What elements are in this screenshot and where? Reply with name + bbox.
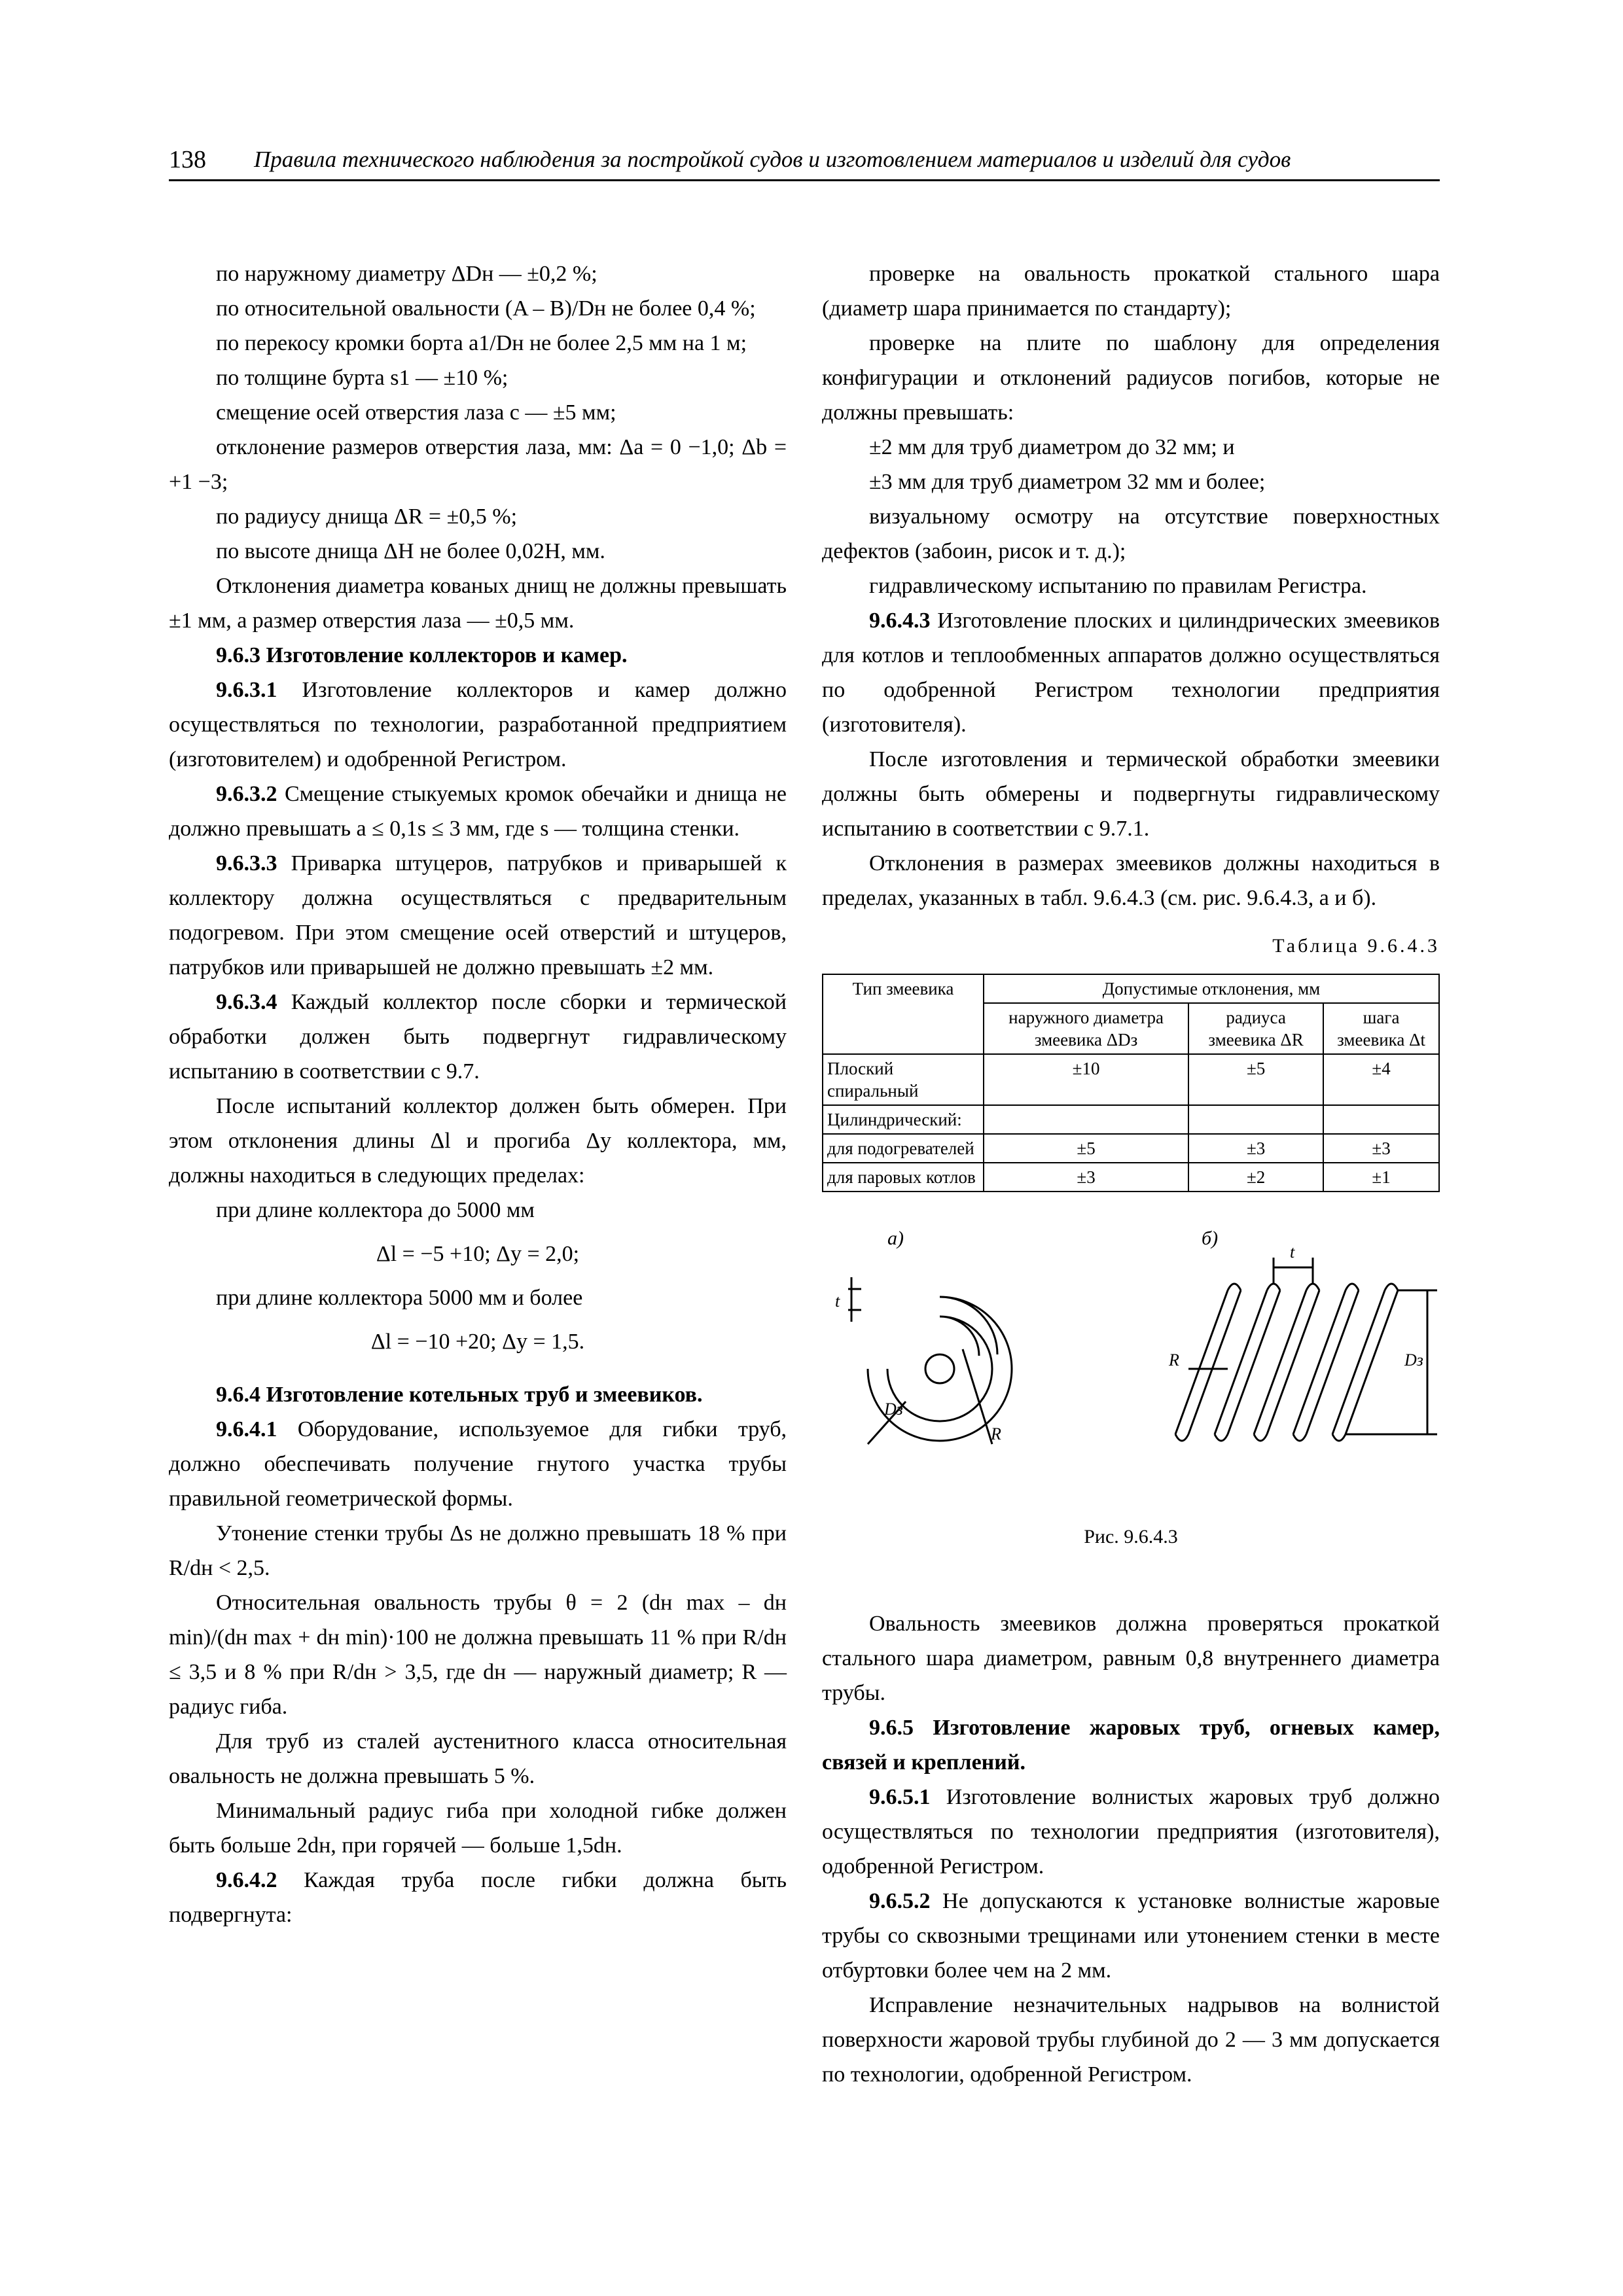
header-diameter: наружного диаметра змеевика ΔDз — [984, 1003, 1188, 1054]
paragraph: визуальному осмотру на отсутствие поверхностных дефектов (забоин, рисок и т. д.); — [822, 504, 1440, 563]
paragraph: Отклонения диаметра кованых днищ не должны превышать ±1 мм, а размер отверстия лаза — ±0,5 мм. — [169, 574, 787, 633]
right-column — [822, 256, 1440, 2092]
paragraph: Относительная овальность трубы θ = 2 (dн max – dн min)/(dн max + dн min)·100 не должна превышать 11 % при R/dн ≤ 3,5 и 8 % при R/dн > 3,5, где dн — наружный диаметр; R — радиус гиба. — [169, 1591, 787, 1719]
paragraph: при длине коллектора 5000 мм и более — [216, 1286, 583, 1310]
paragraph: по толщине бурта s1 — ±10 %; — [216, 366, 508, 390]
clause-text: Смещение стыкуемых кромок обечайки и днища не должно превышать a ≤ 0,1s ≤ 3 мм, где s — толщина стенки. — [169, 782, 787, 841]
paragraph: отклонение размеров отверстия лаза, мм: Δa = 0 −1,0; Δb = +1 −3; — [169, 435, 787, 494]
header-group: Допустимые отклонения, мм — [984, 974, 1439, 1003]
coil-drawing — [822, 1218, 1440, 1519]
paragraph: по относительной овальности (A – B)/Dн не более 0,4 %; — [216, 296, 756, 321]
clause-text: Приварка штуцеров, патрубков и приварышей к коллектору должна осуществляться с предварительным подогревом. При этом смещение осей отверстий и штуцеров, патрубков или приварышей не должно превышать ±2 мм. — [169, 851, 787, 980]
paragraph: гидравлическому испытанию по правилам Регистра. — [869, 574, 1367, 598]
paragraph: по радиусу днища ΔR = ±0,5 %; — [216, 504, 518, 529]
clause-9-6-3-2 — [169, 777, 787, 846]
label-t-a: t — [835, 1292, 840, 1311]
paragraph: Минимальный радиус гиба при холодной гибке должен быть больше 2dн, при горячей — больше 1,5dн. — [169, 1799, 787, 1858]
clause-9-6-4-2 — [169, 1863, 787, 1932]
clause-9-6-4-1 — [169, 1412, 787, 1516]
cell-radius: ±3 — [1188, 1134, 1323, 1163]
paragraph: Утонение стенки трубы Δs не должно превышать 18 % при R/dн < 2,5. — [169, 1521, 787, 1580]
clause-number: 9.6.3.2 — [216, 782, 277, 806]
paragraph: Отклонения в размерах змеевиков должны находиться в пределах, указанных в табл. 9.6.4.3 (см. рис. 9.6.4.3, а и б). — [822, 851, 1440, 910]
clause-number: 9.6.5.2 — [869, 1889, 931, 1913]
clause-number: 9.6.3.4 — [216, 990, 277, 1014]
clause-text: Изготовление коллекторов и камер должно осуществляться по технологии, разработанной предприятием (изготовителем) и одобренной Регистром. — [169, 678, 787, 771]
paragraph: проверке на плите по шаблону для определения конфигурации и отклонений радиусов погибов, которые не должны превышать: — [822, 331, 1440, 425]
formula: Δl = −10 +20; Δy = 1,5. — [370, 1330, 585, 1354]
paragraph: ±3 мм для труб диаметром 32 мм и более; — [869, 470, 1266, 494]
header-rule — [169, 179, 1440, 181]
table-caption: Таблица 9.6.4.3 — [1272, 935, 1440, 957]
paragraph: Исправление незначительных надрывов на волнистой поверхности жаровой трубы глубиной до 2 — 3 мм допускается по технологии, одобренной Регистром. — [822, 1993, 1440, 2087]
cell-type: Плоский спиральный — [823, 1054, 984, 1105]
running-title: Правила технического наблюдения за постройкой судов и изготовлением материалов и изделий для судов — [254, 147, 1291, 172]
cell-type: Цилиндрический: — [823, 1105, 984, 1134]
label-d-b: Dз — [1404, 1351, 1423, 1369]
running-header — [169, 143, 1440, 182]
clause-text: Оборудование, используемое для гибки труб, должно обеспечивать получение гнутого участка трубы правильной геометрической формы. — [169, 1417, 787, 1511]
header-pitch: шага змеевика Δt — [1323, 1003, 1439, 1054]
cell-type: для паровых котлов — [823, 1163, 984, 1192]
cell-pitch: ±4 — [1323, 1054, 1439, 1105]
label-b: б) — [1202, 1227, 1219, 1249]
coil-figure — [822, 1218, 1440, 1519]
table-row — [823, 1134, 1439, 1163]
header-radius: радиуса змеевика ΔR — [1188, 1003, 1323, 1054]
clause-number: 9.6.4.1 — [216, 1417, 277, 1441]
cell-radius: ±5 — [1188, 1054, 1323, 1105]
cell-diameter — [984, 1105, 1188, 1134]
section-heading: 9.6.3 Изготовление коллекторов и камер. — [216, 643, 628, 667]
paragraph: по высоте днища ΔH не более 0,02H, мм. — [216, 539, 605, 563]
clause-9-6-5-1 — [822, 1780, 1440, 1884]
cell-diameter: ±5 — [984, 1134, 1188, 1163]
flat-spiral — [848, 1277, 1012, 1444]
paragraph: при длине коллектора до 5000 мм — [216, 1198, 535, 1222]
clause-9-6-3-1 — [169, 673, 787, 777]
paragraph: После испытаний коллектор должен быть обмерен. При этом отклонения длины Δl и прогиба Δy коллектора, мм, должны находиться в следующих пределах: — [169, 1094, 787, 1188]
clause-9-6-4-3 — [822, 603, 1440, 742]
cell-pitch: ±1 — [1323, 1163, 1439, 1192]
table-row — [823, 1163, 1439, 1192]
cell-diameter: ±10 — [984, 1054, 1188, 1105]
paragraph: Для труб из сталей аустенитного класса относительная овальность не должна превышать 5 %. — [169, 1729, 787, 1788]
paragraph: После изготовления и термической обработки змеевики должны быть обмерены и подвергнуты гидравлическому испытанию в соответствии с 9.7.1. — [822, 747, 1440, 841]
clause-text: Каждый коллектор после сборки и термической обработки должен быть подвергнут гидравлическому испытанию в соответствии с 9.7. — [169, 990, 787, 1084]
paragraph: смещение осей отверстия лаза c — ±5 мм; — [216, 400, 616, 425]
cell-diameter: ±3 — [984, 1163, 1188, 1192]
clause-number: 9.6.4.2 — [216, 1868, 277, 1892]
left-column — [169, 256, 787, 1932]
table-header-row — [823, 974, 1439, 1003]
label-a: а) — [887, 1227, 904, 1249]
paragraph: проверке на овальность прокаткой стального шара (диаметр шара принимается по стандарту); — [822, 262, 1440, 321]
clause-9-6-3-3 — [169, 846, 787, 985]
label-r-b: R — [1169, 1351, 1179, 1369]
label-r-a: R — [991, 1424, 1001, 1443]
paragraph: ±2 мм для труб диаметром до 32 мм; и — [869, 435, 1235, 459]
clause-text: Каждая труба после гибки должна быть подвергнута: — [169, 1868, 787, 1927]
clause-text: Изготовление плоских и цилиндрических змеевиков для котлов и теплообменных аппаратов должно осуществляться по одобренной Регистром технологии предприятия (изготовителя). — [822, 609, 1440, 737]
header-type: Тип змеевика — [823, 974, 984, 1054]
section-heading: 9.6.5 Изготовление жаровых труб, огневых камер, связей и креплений. — [822, 1716, 1440, 1775]
cell-pitch — [1323, 1105, 1439, 1134]
cylindrical-coil — [1175, 1258, 1437, 1441]
clause-text: Изготовление волнистых жаровых труб должно осуществляться по технологии предприятия (изготовителя), одобренной Регистром. — [822, 1785, 1440, 1879]
cell-radius — [1188, 1105, 1323, 1134]
label-d-a: Dз — [884, 1400, 903, 1419]
paragraph: по перекосу кромки борта a1/Dн не более 2,5 мм на 1 м; — [216, 331, 747, 355]
clause-number: 9.6.4.3 — [869, 609, 931, 633]
clause-9-6-5-2 — [822, 1884, 1440, 1988]
section-heading: 9.6.4 Изготовление котельных труб и змеевиков. — [216, 1383, 703, 1407]
cell-pitch: ±3 — [1323, 1134, 1439, 1163]
clause-number: 9.6.3.3 — [216, 851, 277, 875]
label-t-b: t — [1290, 1243, 1295, 1262]
tolerance-table — [822, 974, 1440, 1192]
formula: Δl = −5 +10; Δy = 2,0; — [376, 1242, 580, 1266]
cell-radius: ±2 — [1188, 1163, 1323, 1192]
page-number: 138 — [169, 146, 206, 173]
paragraph: по наружному диаметру ΔDн — ±0,2 %; — [216, 262, 597, 286]
paragraph: Овальность змеевиков должна проверяться прокаткой стального шара диаметром, равным 0,8 внутреннего диаметра трубы. — [822, 1612, 1440, 1705]
figure-caption: Рис. 9.6.4.3 — [1084, 1526, 1178, 1547]
clause-text: Не допускаются к установке волнистые жаровые трубы со сквозными трещинами или утонением стенки в месте отбуртовки более чем на 2 мм. — [822, 1889, 1440, 1983]
table-row — [823, 1054, 1439, 1105]
cell-type: для подогревателей — [823, 1134, 984, 1163]
table-row — [823, 1105, 1439, 1134]
clause-number: 9.6.3.1 — [216, 678, 277, 702]
clause-9-6-3-4 — [169, 985, 787, 1089]
clause-number: 9.6.5.1 — [869, 1785, 931, 1809]
